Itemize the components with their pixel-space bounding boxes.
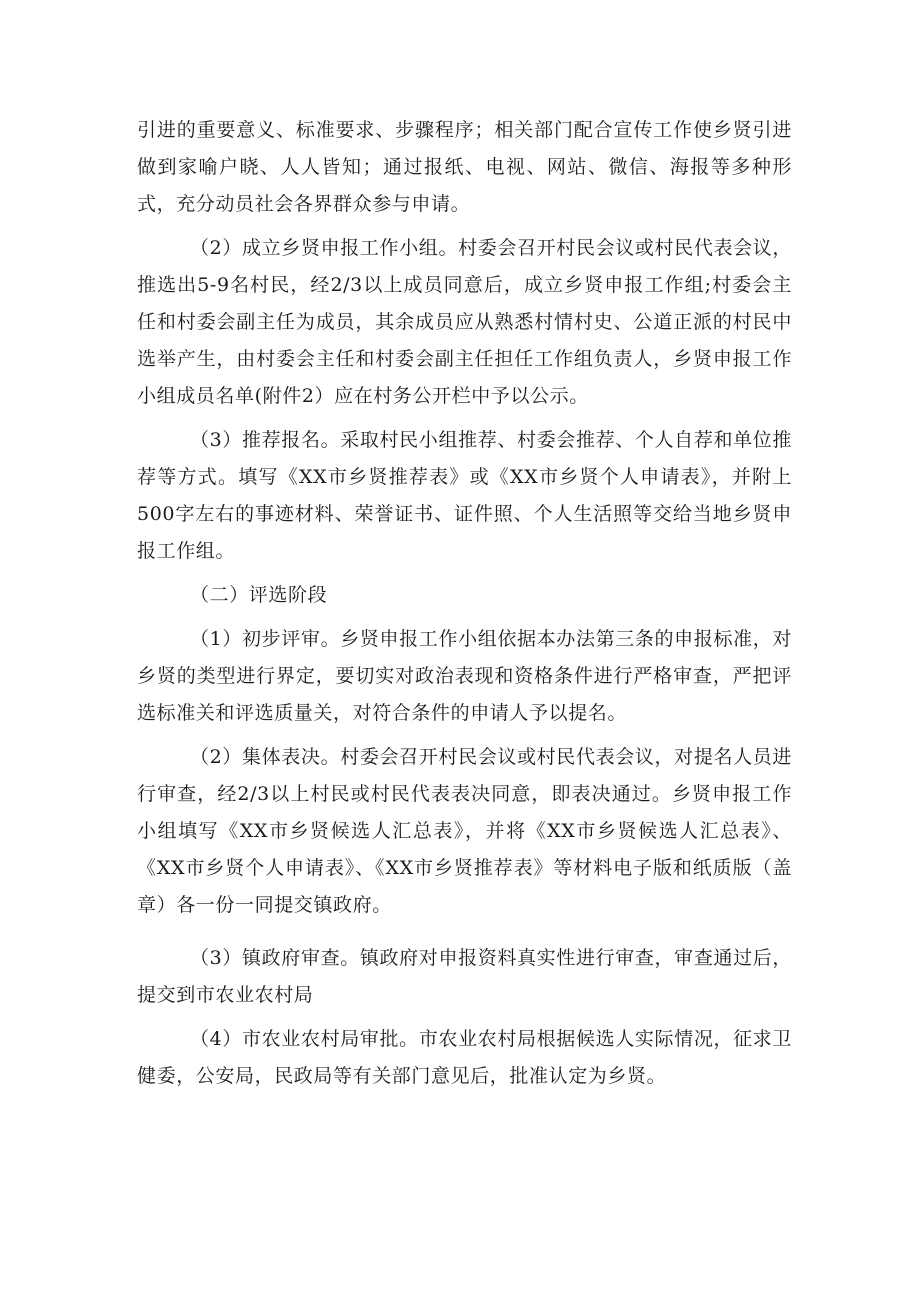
document-page bbox=[137, 112, 792, 1102]
section-heading-evaluation: （二）评选阶段 bbox=[190, 584, 328, 606]
paragraph-town-review: （3）镇政府审查。镇政府对申报资料真实性进行审查，审查通过后，提交到市农业农村局 bbox=[137, 947, 792, 1006]
paragraph-working-group: （2）成立乡贤申报工作小组。村委会召开村民会议或村民代表会议，推选出5-9名村民，经2/3以上成员同意后，成立乡贤申报工作组;村委会主任和村委会副主任为成员，其余成员应从熟悉村情村史、公道正派的村民中选举产生，由村委会主任和村委会副主任担任工作组负责人，乡贤申报工作小组成员名单(附件2）应在村务公开栏中予以公示。 bbox=[137, 237, 792, 407]
paragraph-collective-vote: （2）集体表决。村委会召开村民会议或村民代表会议，对提名人员进行审查，经2/3以上村民或村民代表表决同意，即表决通过。乡贤申报工作小组填写《XX市乡贤候选人汇总表》，并将《XX市乡贤候选人汇总表》、《XX市乡贤个人申请表》、《XX市乡贤推荐表》等材料电子版和纸质版（盖章）各一份一同提交镇政府。 bbox=[137, 746, 792, 916]
paragraph-bureau-approval: （4）市农业农村局审批。市农业农村局根据候选人实际情况，征求卫健委，公安局，民政局等有关部门意见后，批准认定为乡贤。 bbox=[137, 1028, 792, 1087]
paragraph-nomination: （3）推荐报名。采取村民小组推荐、村委会推荐、个人自荐和单位推荐等方式。填写《XX市乡贤推荐表》或《XX市乡贤个人申请表》，并附上500字左右的事迹材料、荣誉证书、证件照、个人生活照等交给当地乡贤申报工作组。 bbox=[137, 429, 792, 562]
paragraph-preliminary-review: （1）初步评审。乡贤申报工作小组依据本办法第三条的申报标准，对乡贤的类型进行界定，要切实对政治表现和资格条件进行严格审查，严把评选标准关和评选质量关，对符合条件的申请人予以提名。 bbox=[137, 628, 792, 724]
paragraph-publicity-continued: 引进的重要意义、标准要求、步骤程序；相关部门配合宣传工作使乡贤引进做到家喻户晓、人人皆知；通过报纸、电视、网站、微信、海报等多种形式，充分动员社会各界群众参与申请。 bbox=[137, 119, 792, 215]
